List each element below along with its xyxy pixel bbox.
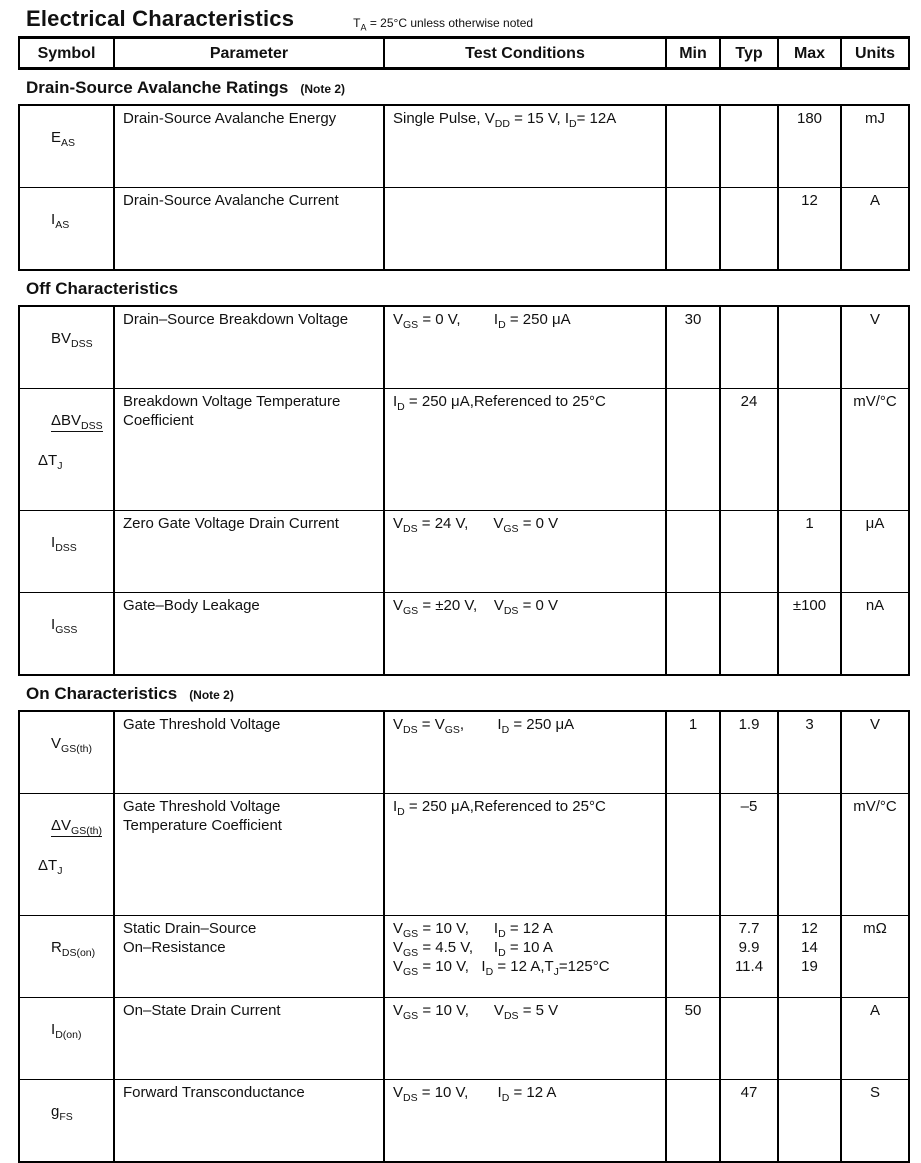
- section-title: On Characteristics: [26, 684, 178, 703]
- parameter-cell: Gate–Body Leakage: [115, 593, 385, 674]
- section-note: (Note 2): [300, 82, 345, 96]
- units-cell: nA: [865, 597, 885, 614]
- table-row: [20, 106, 908, 187]
- table-body: [18, 77, 910, 1163]
- parameter-cell: Drain–Source Breakdown Voltage: [115, 307, 385, 388]
- test-conditions-cell: $V_{GS} = 10$ V, $I_D = 12$ A $V_{GS} = 4.5$ V, $I_D = 10$ A $V_{GS} = 10$ V, $I_D = 12$ $A,T_J=125^\circ C$: [385, 916, 667, 997]
- section-rows: [18, 104, 910, 271]
- max-cell: [779, 307, 842, 388]
- parameter-cell: Zero Gate Voltage Drain Current: [115, 511, 385, 592]
- units-cell: μA: [865, 515, 885, 532]
- min-cell: [667, 916, 721, 997]
- test-conditions-cell: Single Pulse, $V_{DD} = 15$ V, $I_D= 12A$: [385, 106, 667, 187]
- symbol-denominator: $\Delta T_J$: [38, 857, 63, 877]
- min-cell: [667, 188, 721, 269]
- table-row: [20, 997, 908, 1079]
- units-cell: V: [869, 716, 880, 733]
- typ-cell: [721, 106, 779, 187]
- column-header-symbol: Symbol: [20, 39, 115, 67]
- typ-cell: 24: [721, 389, 779, 510]
- parameter-cell: Drain-Source Avalanche Energy: [115, 106, 385, 187]
- max-cell: ±100: [779, 593, 842, 674]
- parameter-cell: Static Drain–Source On–Resistance: [115, 916, 385, 997]
- test-conditions-cell: $V_{GS} = 0$ V, $I_D = 250$ μA: [385, 307, 667, 388]
- section-rows: [18, 305, 910, 676]
- typ-cell: [721, 593, 779, 674]
- parameter-cell: Gate Threshold Voltage: [115, 712, 385, 793]
- parameter-cell: Forward Transconductance: [115, 1080, 385, 1161]
- min-cell: [667, 106, 721, 187]
- test-conditions-cell: $I_D = 250$ μA,Referenced to 25°C: [385, 389, 667, 510]
- table-section: [18, 278, 910, 676]
- table-row: [20, 510, 908, 592]
- max-cell: 180: [779, 106, 842, 187]
- test-conditions-cell: $V_{GS} = \pm 20$ V, $V_{DS} = 0$ V: [385, 593, 667, 674]
- typ-cell: 7.7 9.9 11.4: [721, 916, 779, 997]
- symbol-cell: [20, 307, 115, 388]
- symbol-text: $\Delta V_{GS(th)}$: [51, 817, 102, 837]
- symbol-cell: [20, 188, 115, 269]
- temperature-note: $T_A = 25^\circ C$ unless otherwise noted: [353, 16, 534, 33]
- section-heading: [26, 77, 910, 100]
- min-cell: [667, 794, 721, 915]
- symbol-text: $E_{AS}$: [51, 129, 76, 149]
- units-cell: V: [869, 311, 880, 328]
- max-cell: [779, 1080, 842, 1161]
- table-row: [20, 307, 908, 388]
- symbol-cell: [20, 106, 115, 187]
- symbol-text: $g_{FS}$: [51, 1103, 73, 1123]
- symbol-cell: [20, 916, 115, 997]
- symbol-text: $R_{DS(on)}$: [51, 939, 96, 959]
- parameter-cell: On–State Drain Current: [115, 998, 385, 1079]
- max-cell: 12: [779, 188, 842, 269]
- table-row: [20, 187, 908, 269]
- min-cell: [667, 1080, 721, 1161]
- symbol-text: $I_{GSS}$: [51, 616, 78, 636]
- test-conditions-cell: $V_{DS} = V_{GS}$, $I_D = 250$ μA: [385, 712, 667, 793]
- table-row: [20, 1079, 908, 1161]
- column-header-test-conditions: Test Conditions: [385, 39, 667, 67]
- min-cell: 30: [667, 307, 721, 388]
- symbol-cell: [20, 593, 115, 674]
- min-cell: [667, 511, 721, 592]
- units-cell: mΩ: [863, 920, 887, 937]
- table-row: [20, 592, 908, 674]
- symbol-text: $\Delta BV_{DSS}$: [51, 412, 103, 432]
- min-cell: [667, 593, 721, 674]
- test-conditions-cell: $I_D = 250$ μA,Referenced to 25°C: [385, 794, 667, 915]
- test-conditions-cell: $V_{DS} = 10$ V, $I_D = 12$ A: [385, 1080, 667, 1161]
- document-header: [0, 0, 921, 36]
- units-cell: S: [869, 1084, 880, 1101]
- symbol-cell: [20, 389, 115, 510]
- section-title: Drain-Source Avalanche Ratings: [26, 78, 289, 97]
- units-cell: A: [869, 192, 880, 209]
- max-cell: 3: [779, 712, 842, 793]
- column-header-max: Max: [779, 39, 842, 67]
- section-heading: [26, 278, 910, 301]
- table-row: [20, 793, 908, 915]
- typ-cell: –5: [721, 794, 779, 915]
- table-section: [18, 77, 910, 271]
- section-note: (Note 2): [189, 688, 234, 702]
- section-heading: [26, 683, 910, 706]
- units-cell: A: [869, 1002, 880, 1019]
- typ-cell: [721, 998, 779, 1079]
- symbol-cell: [20, 794, 115, 915]
- symbol-cell: [20, 511, 115, 592]
- electrical-characteristics-table: [18, 36, 910, 1163]
- symbol-denominator: $\Delta T_J$: [38, 452, 63, 472]
- symbol-text: $I_{DSS}$: [51, 534, 77, 554]
- units-cell: mV/°C: [853, 798, 897, 815]
- max-cell: 12 14 19: [779, 916, 842, 997]
- column-header-parameter: Parameter: [115, 39, 385, 67]
- typ-cell: [721, 188, 779, 269]
- min-cell: 1: [667, 712, 721, 793]
- table-row: [20, 712, 908, 793]
- table-row: [20, 388, 908, 510]
- parameter-cell: Drain-Source Avalanche Current: [115, 188, 385, 269]
- max-cell: 1: [779, 511, 842, 592]
- symbol-cell: [20, 998, 115, 1079]
- typ-cell: [721, 307, 779, 388]
- symbol-text: $V_{GS(th)}$: [51, 735, 92, 755]
- column-header-min: Min: [667, 39, 721, 67]
- units-cell: mV/°C: [853, 393, 897, 410]
- column-header-units: Units: [855, 45, 895, 62]
- symbol-text: $I_{AS}$: [51, 211, 70, 231]
- max-cell: [779, 389, 842, 510]
- symbol-text: $BV_{DSS}$: [51, 330, 93, 350]
- symbol-cell: [20, 712, 115, 793]
- typ-cell: 1.9: [721, 712, 779, 793]
- test-conditions-cell: [385, 188, 667, 269]
- units-cell: mJ: [865, 110, 885, 127]
- typ-cell: 47: [721, 1080, 779, 1161]
- max-cell: [779, 998, 842, 1079]
- test-conditions-cell: $V_{GS} = 10$ V, $V_{DS} = 5$ V: [385, 998, 667, 1079]
- parameter-cell: Gate Threshold Voltage Temperature Coefficient: [115, 794, 385, 915]
- min-cell: 50: [667, 998, 721, 1079]
- column-header-typ: Typ: [721, 39, 779, 67]
- symbol-text: $I_{D(on)}$: [51, 1021, 82, 1041]
- max-cell: [779, 794, 842, 915]
- section-title: Off Characteristics: [26, 279, 179, 298]
- table-section: [18, 683, 910, 1163]
- parameter-cell: Breakdown Voltage Temperature Coefficient: [115, 389, 385, 510]
- page-title: Electrical Characteristics: [26, 6, 295, 31]
- min-cell: [667, 389, 721, 510]
- symbol-cell: [20, 1080, 115, 1161]
- table-row: [20, 915, 908, 997]
- table-header-row: [18, 36, 910, 70]
- section-rows: [18, 710, 910, 1163]
- test-conditions-cell: $V_{DS} = 24$ V, $V_{GS} = 0$ V: [385, 511, 667, 592]
- typ-cell: [721, 511, 779, 592]
